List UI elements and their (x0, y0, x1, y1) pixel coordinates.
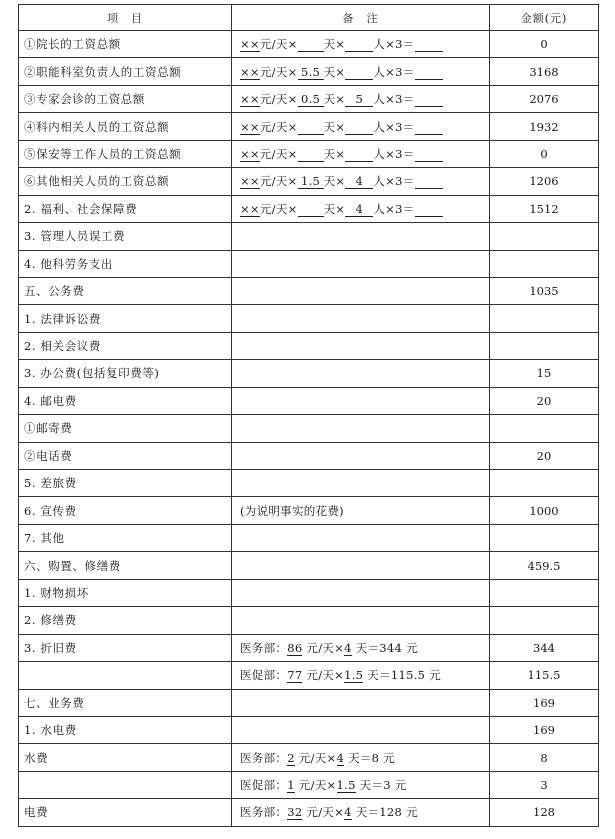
row-note (232, 223, 490, 250)
row-item: 电费 (19, 799, 232, 826)
table-row (19, 85, 599, 112)
note-rate-unit: 元/天× (259, 201, 298, 216)
note-rate-unit: 元/天× (294, 778, 337, 793)
note-days-unit: 天× (323, 92, 346, 107)
row-item: 七、业务费 (19, 689, 232, 716)
table-row (19, 579, 599, 606)
note-rate: ×× (240, 92, 260, 107)
note-people-unit: 人×3＝ (373, 119, 415, 134)
table-row (19, 277, 599, 304)
note-result-blank (415, 148, 443, 162)
table-row (19, 195, 599, 222)
table-row (19, 662, 599, 689)
row-note (232, 716, 490, 743)
note-people-blank: 4 (345, 175, 373, 189)
row-note (232, 195, 490, 222)
table-row (19, 223, 599, 250)
note-days-unit: 天× (323, 201, 346, 216)
row-item: 1. 水电费 (19, 716, 232, 743)
row-amount: 15 (490, 360, 599, 387)
row-note (232, 799, 490, 826)
table-row (19, 634, 599, 661)
row-item: 6. 宣传费 (19, 497, 232, 524)
note-rate: 2 (287, 750, 295, 765)
table-row (19, 771, 599, 798)
table-row (19, 332, 599, 359)
note-days: 4 (336, 750, 345, 765)
table-body (19, 31, 599, 827)
table-row (19, 305, 599, 332)
note-dept: 医务部： (240, 805, 288, 820)
note-rate-unit: 元/天× (259, 64, 298, 79)
row-item: ①院长的工资总额 (19, 31, 232, 58)
row-note (232, 662, 490, 689)
row-note (232, 634, 490, 661)
row-amount: 8 (490, 744, 599, 771)
row-note (232, 360, 490, 387)
row-note (232, 497, 490, 524)
note-rate-unit: 元/天× (259, 174, 298, 189)
row-amount: 1000 (490, 497, 599, 524)
note-result-blank (415, 175, 443, 189)
note-dept: 医促部： (240, 668, 288, 683)
table-row (19, 799, 599, 826)
table-row (19, 716, 599, 743)
note-days-unit: 天× (323, 174, 346, 189)
note-people-blank (345, 121, 373, 135)
note-rate-unit: 元/天× (259, 37, 298, 52)
note-days-blank (298, 121, 324, 135)
row-item: 六、购置、修缮费 (19, 552, 232, 579)
note-days-unit: 天× (323, 146, 346, 161)
note-days-blank: 0.5 (298, 93, 324, 107)
note-rate: ×× (240, 37, 260, 52)
row-note (232, 140, 490, 167)
note-days: 1.5 (344, 668, 364, 683)
note-days-blank: 5.5 (298, 66, 324, 80)
row-note (232, 470, 490, 497)
note-result: 天＝128 元 (351, 805, 418, 820)
row-item: 3. 折旧费 (19, 634, 232, 661)
row-amount (490, 305, 599, 332)
row-amount: 1206 (490, 168, 599, 195)
note-rate: ×× (240, 119, 260, 134)
row-item: 3. 管理人员误工费 (19, 223, 232, 250)
table-header-row (19, 5, 599, 31)
table-row (19, 744, 599, 771)
row-note (232, 415, 490, 442)
row-amount (490, 223, 599, 250)
row-amount (490, 579, 599, 606)
note-days-unit: 天× (323, 119, 346, 134)
note-days-blank (298, 148, 324, 162)
row-item: 水费 (19, 744, 232, 771)
row-item: ⑤保安等工作人员的工资总额 (19, 140, 232, 167)
row-item: ③专家会诊的工资总额 (19, 85, 232, 112)
row-note (232, 85, 490, 112)
note-result-blank (415, 93, 443, 107)
note-rate-unit: 元/天× (294, 750, 337, 765)
row-amount: 1035 (490, 277, 599, 304)
note-people-blank (345, 38, 373, 52)
row-amount: 3 (490, 771, 599, 798)
expense-document (18, 4, 598, 827)
row-item: 3. 办公费(包括复印费等) (19, 360, 232, 387)
table-row (19, 552, 599, 579)
row-note (232, 744, 490, 771)
row-item (19, 662, 232, 689)
row-note (232, 58, 490, 85)
row-item: 5. 差旅费 (19, 470, 232, 497)
note-days: 1.5 (336, 778, 356, 793)
row-item: ①邮寄费 (19, 415, 232, 442)
row-note (232, 332, 490, 359)
row-note (232, 113, 490, 140)
note-result: 天＝3 元 (355, 778, 407, 793)
row-note (232, 31, 490, 58)
note-rate: ×× (240, 174, 260, 189)
note-days: 4 (344, 805, 352, 820)
note-people-unit: 人×3＝ (373, 64, 415, 79)
row-note (232, 689, 490, 716)
note-rate: ×× (240, 64, 260, 79)
table-row (19, 168, 599, 195)
note-days-unit: 天× (323, 37, 346, 52)
row-amount (490, 524, 599, 551)
table-row (19, 113, 599, 140)
note-text: (为说明事实的花费) (240, 503, 344, 518)
row-item: ②电话费 (19, 442, 232, 469)
row-item: ④科内相关人员的工资总额 (19, 113, 232, 140)
row-note (232, 277, 490, 304)
table-row (19, 470, 599, 497)
row-amount: 20 (490, 387, 599, 414)
row-item: 五、公务费 (19, 277, 232, 304)
row-amount: 0 (490, 140, 599, 167)
table-row (19, 442, 599, 469)
table-row (19, 497, 599, 524)
note-days-unit: 天× (323, 64, 346, 79)
row-amount: 169 (490, 716, 599, 743)
note-people-unit: 人×3＝ (373, 201, 415, 216)
table-row (19, 31, 599, 58)
note-people-blank (345, 66, 373, 80)
row-note (232, 607, 490, 634)
note-people-unit: 人×3＝ (373, 174, 415, 189)
note-rate-unit: 元/天× (302, 640, 345, 655)
row-amount: 0 (490, 31, 599, 58)
note-rate: ×× (240, 146, 260, 161)
note-result-blank (415, 66, 443, 80)
note-rate: 32 (287, 805, 303, 820)
row-note (232, 771, 490, 798)
table-row (19, 689, 599, 716)
row-amount (490, 250, 599, 277)
header-amount: 金额(元) (490, 5, 599, 31)
row-amount: 3168 (490, 58, 599, 85)
note-result-blank (415, 38, 443, 52)
note-dept: 医务部： (240, 640, 288, 655)
table-row (19, 250, 599, 277)
note-days-blank (298, 38, 324, 52)
row-item: 2. 相关会议费 (19, 332, 232, 359)
table-row (19, 58, 599, 85)
note-people-unit: 人×3＝ (373, 92, 415, 107)
row-amount: 1932 (490, 113, 599, 140)
row-amount: 344 (490, 634, 599, 661)
row-note (232, 579, 490, 606)
row-amount: 2076 (490, 85, 599, 112)
table-row (19, 524, 599, 551)
note-days-blank (298, 203, 324, 217)
row-amount: 128 (490, 799, 599, 826)
row-item: 2. 修缮费 (19, 607, 232, 634)
note-rate-unit: 元/天× (259, 146, 298, 161)
note-rate-unit: 元/天× (259, 119, 298, 134)
row-item: 1. 法律诉讼费 (19, 305, 232, 332)
note-people-blank: 5 (345, 93, 373, 107)
row-note (232, 305, 490, 332)
note-result-blank (415, 121, 443, 135)
row-amount (490, 415, 599, 442)
header-note: 备 注 (232, 5, 490, 31)
row-amount: 1512 (490, 195, 599, 222)
table-row (19, 387, 599, 414)
expense-table (18, 4, 599, 827)
row-amount (490, 607, 599, 634)
note-days-blank: 1.5 (298, 175, 324, 189)
note-rate: 77 (287, 668, 303, 683)
note-result: 天＝344 元 (351, 640, 418, 655)
row-amount (490, 470, 599, 497)
row-note (232, 168, 490, 195)
note-rate: ×× (240, 201, 260, 216)
row-item: ②职能科室负责人的工资总额 (19, 58, 232, 85)
note-result: 天＝115.5 元 (363, 668, 442, 683)
note-rate-unit: 元/天× (302, 805, 345, 820)
row-amount: 20 (490, 442, 599, 469)
note-result: 天＝8 元 (344, 750, 396, 765)
note-rate: 1 (287, 778, 295, 793)
note-dept: 医促部： (240, 778, 288, 793)
note-rate-unit: 元/天× (302, 668, 345, 683)
row-note (232, 552, 490, 579)
note-dept: 医务部： (240, 750, 288, 765)
note-people-unit: 人×3＝ (373, 146, 415, 161)
note-rate: 86 (287, 640, 303, 655)
row-amount (490, 332, 599, 359)
row-item: 4. 他科劳务支出 (19, 250, 232, 277)
note-rate-unit: 元/天× (259, 92, 298, 107)
row-amount: 115.5 (490, 662, 599, 689)
row-item (19, 771, 232, 798)
table-row (19, 607, 599, 634)
row-item: 4. 邮电费 (19, 387, 232, 414)
row-item: 7. 其他 (19, 524, 232, 551)
note-result-blank (415, 203, 443, 217)
table-row (19, 140, 599, 167)
note-people-blank (345, 148, 373, 162)
row-note (232, 524, 490, 551)
header-item: 项 目 (19, 5, 232, 31)
row-item: 1. 财物损坏 (19, 579, 232, 606)
row-note (232, 442, 490, 469)
row-item: ⑥其他相关人员的工资总额 (19, 168, 232, 195)
row-note (232, 387, 490, 414)
row-amount: 169 (490, 689, 599, 716)
note-days: 4 (344, 640, 352, 655)
note-people-blank: 4 (345, 203, 373, 217)
table-row (19, 360, 599, 387)
table-row (19, 415, 599, 442)
note-people-unit: 人×3＝ (373, 37, 415, 52)
row-note (232, 250, 490, 277)
row-item: 2. 福利、社会保障费 (19, 195, 232, 222)
row-amount: 459.5 (490, 552, 599, 579)
